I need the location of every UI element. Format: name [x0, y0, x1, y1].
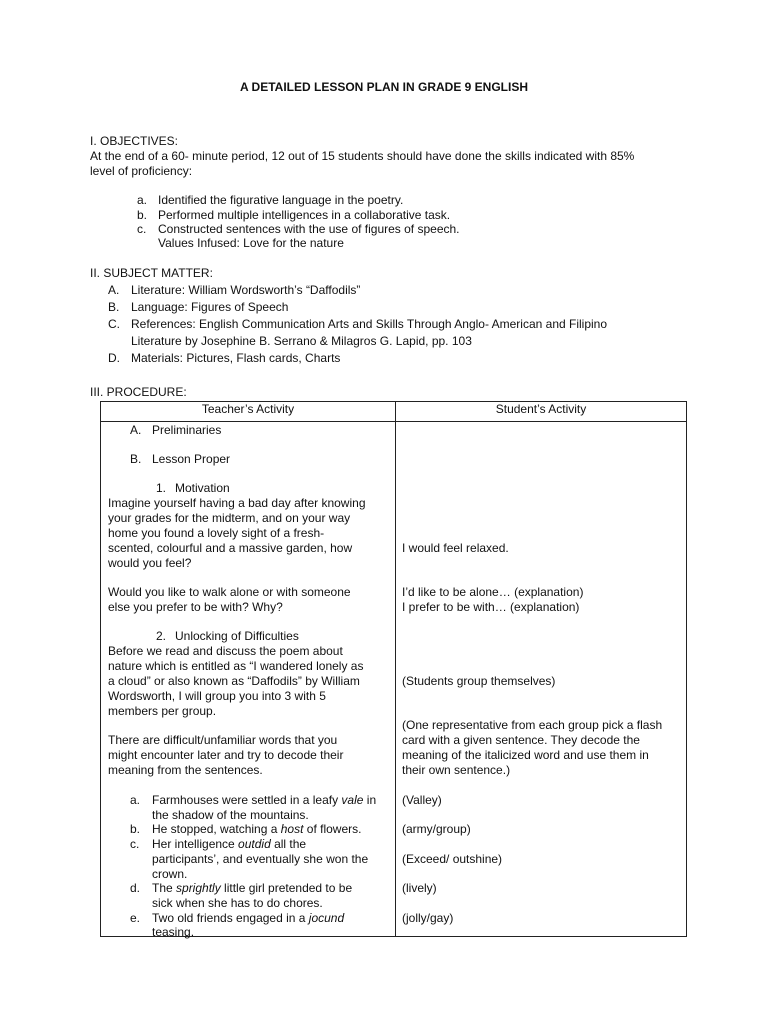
student-response-line: (One representative from each group pick a flash — [402, 718, 663, 732]
sentence-marker: d. — [130, 881, 141, 895]
teacher-activity-header: Teacher’s Activity — [101, 402, 396, 422]
student-response: I would feel relaxed. — [402, 541, 509, 555]
objective-marker: a. — [137, 193, 148, 207]
question-text-line: else you prefer to be with? Why? — [108, 600, 283, 614]
motivation-text-line: scented, colourful and a massive garden, how — [108, 541, 353, 555]
sentence-a-line: the shadow of the mountains. — [152, 808, 309, 822]
objective-item: Identified the figurative language in the poetry. — [158, 193, 404, 207]
teacher-activity-cell — [101, 422, 396, 937]
objectives-heading: I. OBJECTIVES: — [90, 134, 179, 148]
subject-marker: C. — [108, 317, 120, 331]
subject-item: Language: Figures of Speech — [131, 300, 289, 314]
step-preliminaries: Preliminaries — [152, 423, 222, 437]
motivation-text-line: home you found a lovely sight of a fresh- — [108, 526, 325, 540]
step-lesson-proper: Lesson Proper — [152, 452, 231, 466]
objectives-intro-line: At the end of a 60- minute period, 12 out of 15 students should have done the skills indicated with 85% — [90, 149, 635, 163]
document-title: A DETAILED LESSON PLAN IN GRADE 9 ENGLISH — [239, 80, 529, 94]
italic-word: sprightly — [176, 881, 221, 895]
objectives-intro-line: level of proficiency: — [90, 164, 193, 178]
motivation-text-line: would you feel? — [108, 556, 192, 570]
subject-item: References: English Communication Arts and Skills Through Anglo- American and Filipino — [131, 317, 608, 331]
subject-matter-heading: II. SUBJECT MATTER: — [90, 266, 213, 280]
unlocking-text-line: Before we read and discuss the poem about — [108, 644, 343, 658]
student-response: I’d like to be alone… (explanation) — [402, 585, 584, 599]
unlocking-text-line: nature which is entitled as “I wandered lonely as — [108, 659, 364, 673]
objective-item: Performed multiple intelligences in a collaborative task. — [158, 208, 451, 222]
step-unlocking: Unlocking of Difficulties — [175, 629, 299, 643]
procedure-heading: III. PROCEDURE: — [90, 385, 187, 399]
subject-marker: B. — [108, 300, 120, 314]
motivation-text-line: Imagine yourself having a bad day after knowing — [108, 496, 366, 510]
subject-item: Literature by Josephine B. Serrano & Milagros G. Lapid, pp. 103 — [131, 334, 472, 348]
difficult-text-line: There are difficult/unfamiliar words that you — [108, 733, 338, 747]
italic-word: host — [280, 822, 304, 836]
sentence-e-line: Two old friends engaged in a jocund — [152, 911, 345, 925]
question-text-line: Would you like to walk alone or with someone — [108, 585, 351, 599]
difficult-text-line: might encounter later and try to decode their — [108, 748, 344, 762]
student-activity-cell — [396, 422, 687, 937]
subject-item: Materials: Pictures, Flash cards, Charts — [131, 351, 341, 365]
student-answer: (Exceed/ outshine) — [402, 852, 503, 866]
sentence-marker: a. — [130, 793, 141, 807]
student-response: I prefer to be with… (explanation) — [402, 600, 580, 614]
step-motivation: Motivation — [175, 481, 230, 495]
sentence-b-line: He stopped, watching a host of flowers. — [152, 822, 362, 836]
student-activity-header: Student’s Activity — [396, 402, 687, 422]
table-row — [101, 422, 687, 937]
values-infused: Values Infused: Love for the nature — [158, 236, 344, 250]
italic-word: outdid — [238, 837, 271, 851]
objective-marker: b. — [137, 208, 148, 222]
unlocking-text-line: members per group. — [108, 704, 217, 718]
sentence-marker: c. — [130, 837, 140, 851]
step-marker: 2. — [156, 629, 167, 643]
subject-item: Literature: William Wordsworth’s “Daffodils” — [131, 283, 361, 297]
objective-marker: c. — [137, 222, 147, 236]
student-response: (Students group themselves) — [402, 674, 556, 688]
sentence-c-line: participants’, and eventually she won the — [152, 852, 369, 866]
step-marker: A. — [130, 423, 142, 437]
student-answer: (jolly/gay) — [402, 911, 454, 925]
sentence-d-line: sick when she has to do chores. — [152, 896, 323, 910]
motivation-text-line: your grades for the midterm, and on your way — [108, 511, 351, 525]
sentence-marker: b. — [130, 822, 141, 836]
sentence-d-line: The sprightly little girl pretended to be — [152, 881, 353, 895]
student-answer: (Valley) — [402, 793, 442, 807]
step-marker: 1. — [156, 481, 167, 495]
step-marker: B. — [130, 452, 142, 466]
unlocking-text-line: a cloud” or also known as “Daffodils” by William — [108, 674, 360, 688]
sentence-a-line: Farmhouses were settled in a leafy vale in — [152, 793, 377, 807]
sentence-e-line: teasing. — [152, 925, 195, 939]
student-response-line: meaning of the italicized word and use them in — [402, 748, 649, 762]
italic-word: vale — [341, 793, 364, 807]
subject-marker: D. — [108, 351, 120, 365]
sentence-marker: e. — [130, 911, 141, 925]
sentence-c-line: Her intelligence outdid all the — [152, 837, 307, 851]
table-header-row — [101, 402, 687, 422]
student-response-line: card with a given sentence. They decode the — [402, 733, 640, 747]
italic-word: jocund — [308, 911, 345, 925]
difficult-text-line: meaning from the sentences. — [108, 763, 263, 777]
unlocking-text-line: Wordsworth, I will group you into 3 with 5 — [108, 689, 326, 703]
objective-item: Constructed sentences with the use of figures of speech. — [158, 222, 460, 236]
subject-marker: A. — [108, 283, 120, 297]
student-answer: (army/group) — [402, 822, 471, 836]
student-answer: (lively) — [402, 881, 437, 895]
student-response-line: their own sentence.) — [402, 763, 511, 777]
procedure-table — [100, 401, 687, 937]
sentence-c-line: crown. — [152, 867, 188, 881]
